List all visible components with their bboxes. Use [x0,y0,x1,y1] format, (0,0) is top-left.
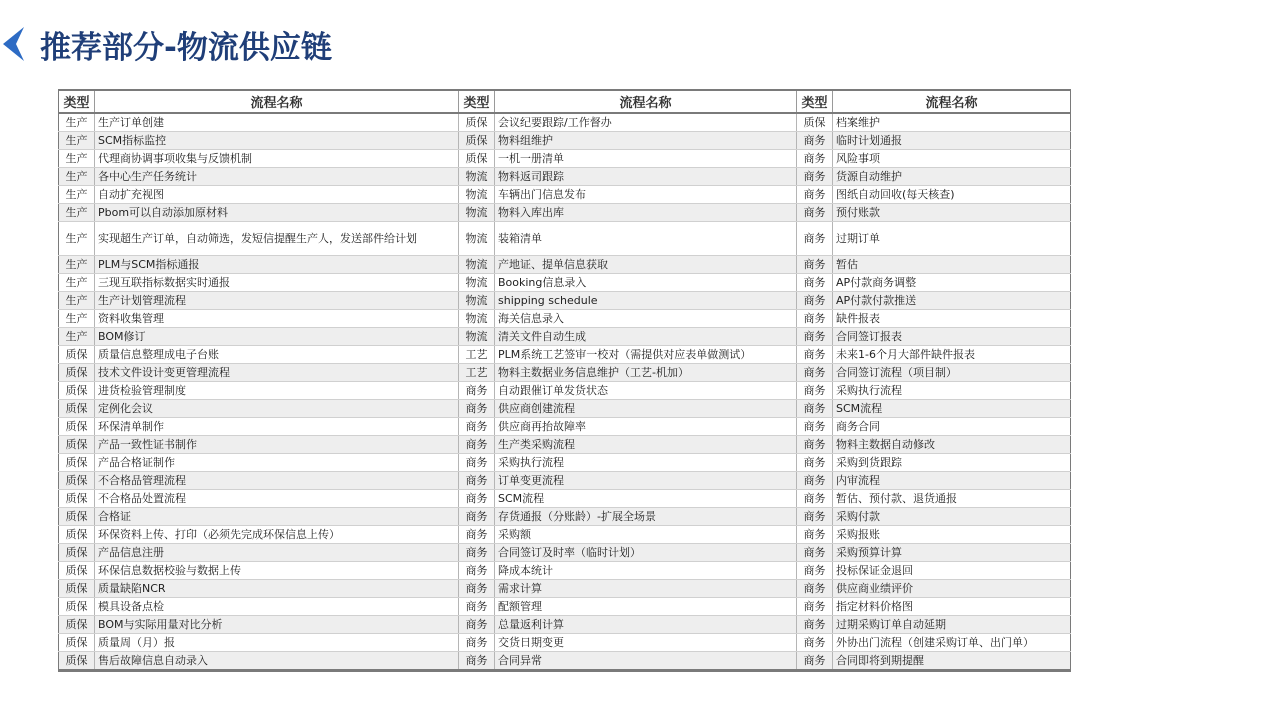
cell-type: 生产 [59,274,95,292]
table-row [59,132,1071,150]
cell-process-name: 售后故障信息自动录入 [95,652,459,671]
cell-process-name: 进货检验管理制度 [95,382,459,400]
cell-process-name: 物料主数据自动修改 [833,436,1071,454]
header-process-name-3: 流程名称 [833,90,1071,113]
cell-type: 商务 [797,310,833,328]
cell-type: 商务 [459,418,495,436]
table-row [59,292,1071,310]
cell-type: 商务 [797,616,833,634]
table-row [59,256,1071,274]
cell-process-name: 自动扩充视图 [95,186,459,204]
cell-type: 商务 [797,544,833,562]
cell-type: 商务 [459,598,495,616]
cell-process-name: 合同即将到期提醒 [833,652,1071,671]
cell-type: 物流 [459,328,495,346]
cell-process-name: Booking信息录入 [495,274,797,292]
cell-process-name: 产品信息注册 [95,544,459,562]
cell-type: 物流 [459,204,495,222]
cell-process-name: 产品一致性证书制作 [95,436,459,454]
cell-process-name: 供应商业绩评价 [833,580,1071,598]
cell-type: 商务 [459,526,495,544]
cell-process-name: 合同签订流程（项目制） [833,364,1071,382]
cell-process-name: 采购执行流程 [833,382,1071,400]
cell-type: 生产 [59,113,95,132]
cell-process-name: 资料收集管理 [95,310,459,328]
cell-type: 商务 [459,544,495,562]
cell-process-name: 生产计划管理流程 [95,292,459,310]
cell-type: 商务 [797,186,833,204]
cell-type: 商务 [459,454,495,472]
cell-process-name: 采购预算计算 [833,544,1071,562]
table-row [59,616,1071,634]
cell-type: 商务 [797,364,833,382]
table-row [59,598,1071,616]
cell-type: 商务 [459,652,495,671]
cell-process-name: AP付款商务调整 [833,274,1071,292]
cell-type: 质保 [59,652,95,671]
cell-process-name: SCM流程 [495,490,797,508]
cell-type: 生产 [59,222,95,256]
cell-type: 质保 [459,132,495,150]
cell-type: 商务 [797,418,833,436]
cell-process-name: 缺件报表 [833,310,1071,328]
cell-type: 质保 [59,382,95,400]
cell-process-name: Pbom可以自动添加原材料 [95,204,459,222]
cell-process-name: 采购额 [495,526,797,544]
cell-process-name: 海关信息录入 [495,310,797,328]
cell-process-name: 质量信息整理成电子台账 [95,346,459,364]
cell-process-name: 环保资料上传、打印（必须先完成环保信息上传） [95,526,459,544]
cell-process-name: 采购执行流程 [495,454,797,472]
cell-process-name: 各中心生产任务统计 [95,168,459,186]
table-header-row [59,90,1071,113]
header-process-name-2: 流程名称 [495,90,797,113]
table-row [59,580,1071,598]
cell-process-name: 订单变更流程 [495,472,797,490]
cell-process-name: 总量返利计算 [495,616,797,634]
cell-type: 质保 [59,490,95,508]
header-process-name-1: 流程名称 [95,90,459,113]
table-row [59,204,1071,222]
cell-type: 质保 [59,436,95,454]
cell-type: 生产 [59,150,95,168]
cell-type: 物流 [459,256,495,274]
table-row [59,310,1071,328]
table-row [59,186,1071,204]
cell-type: 商务 [797,454,833,472]
cell-type: 商务 [459,634,495,652]
cell-type: 商务 [797,256,833,274]
cell-process-name: 环保信息数据校验与数据上传 [95,562,459,580]
cell-process-name: 质量周（月）报 [95,634,459,652]
cell-type: 质保 [59,364,95,382]
table-row [59,346,1071,364]
cell-process-name: 自动跟催订单发货状态 [495,382,797,400]
cell-process-name: 临时计划通报 [833,132,1071,150]
table-row [59,400,1071,418]
header-type-2: 类型 [459,90,495,113]
cell-type: 生产 [59,256,95,274]
cell-type: 质保 [59,508,95,526]
cell-type: 质保 [59,418,95,436]
table-row [59,562,1071,580]
cell-type: 商务 [797,598,833,616]
cell-process-name: 交货日期变更 [495,634,797,652]
cell-process-name: shipping schedule [495,292,797,310]
cell-type: 质保 [59,454,95,472]
cell-process-name: 定例化会议 [95,400,459,418]
cell-process-name: BOM修订 [95,328,459,346]
cell-process-name: BOM与实际用量对比分析 [95,616,459,634]
cell-process-name: 风险事项 [833,150,1071,168]
page-title: 推荐部分-物流供应链 [40,29,332,66]
cell-process-name: SCM指标监控 [95,132,459,150]
cell-type: 质保 [59,598,95,616]
process-table [58,89,1071,672]
cell-type: 商务 [459,562,495,580]
cell-type: 物流 [459,274,495,292]
table-row [59,168,1071,186]
cell-process-name: 降成本统计 [495,562,797,580]
cell-type: 商务 [459,382,495,400]
cell-type: 商务 [797,204,833,222]
cell-type: 商务 [797,490,833,508]
cell-type: 商务 [797,508,833,526]
table-row [59,490,1071,508]
table-row [59,526,1071,544]
cell-type: 商务 [797,562,833,580]
table-row [59,418,1071,436]
table-row [59,364,1071,382]
cell-type: 商务 [797,274,833,292]
cell-type: 商务 [797,222,833,256]
cell-process-name: 代理商协调事项收集与反馈机制 [95,150,459,168]
cell-type: 商务 [459,400,495,418]
cell-type: 商务 [797,328,833,346]
cell-process-name: 产地证、提单信息获取 [495,256,797,274]
cell-process-name: 实现超生产订单，自动筛选，发短信提醒生产人，发送部件给计划 [95,222,459,256]
cell-process-name: 环保清单制作 [95,418,459,436]
cell-type: 物流 [459,222,495,256]
cell-process-name: 货源自动维护 [833,168,1071,186]
cell-type: 生产 [59,328,95,346]
cell-type: 质保 [59,400,95,418]
cell-process-name: 三现互联指标数据实时通报 [95,274,459,292]
cell-type: 商务 [797,580,833,598]
cell-type: 物流 [459,186,495,204]
cell-type: 商务 [459,490,495,508]
cell-type: 商务 [797,168,833,186]
cell-process-name: 物料返司跟踪 [495,168,797,186]
table-row [59,150,1071,168]
cell-process-name: 清关文件自动生成 [495,328,797,346]
cell-type: 质保 [797,113,833,132]
cell-process-name: 暂估、预付款、退货通报 [833,490,1071,508]
cell-type: 商务 [797,436,833,454]
cell-process-name: 合格证 [95,508,459,526]
cell-type: 质保 [459,113,495,132]
cell-process-name: 技术文件设计变更管理流程 [95,364,459,382]
cell-type: 工艺 [459,364,495,382]
cell-process-name: 预付账款 [833,204,1071,222]
cell-type: 生产 [59,204,95,222]
cell-process-name: SCM流程 [833,400,1071,418]
cell-process-name: 暂估 [833,256,1071,274]
table-row [59,472,1071,490]
cell-process-name: 物料组维护 [495,132,797,150]
cell-type: 商务 [459,508,495,526]
cell-type: 商务 [797,472,833,490]
cell-process-name: 存货通报（分账龄）-扩展全场景 [495,508,797,526]
cell-process-name: 采购报账 [833,526,1071,544]
cell-type: 质保 [59,634,95,652]
table-row [59,328,1071,346]
cell-process-name: 配额管理 [495,598,797,616]
cell-type: 商务 [797,634,833,652]
cell-type: 商务 [459,472,495,490]
cell-process-name: 档案维护 [833,113,1071,132]
table-row [59,634,1071,652]
cell-process-name: 物料入库出库 [495,204,797,222]
cell-type: 商务 [459,436,495,454]
table-row [59,652,1071,671]
cell-type: 商务 [797,132,833,150]
cell-process-name: AP付款付款推送 [833,292,1071,310]
cell-process-name: 模具设备点检 [95,598,459,616]
header-type-3: 类型 [797,90,833,113]
cell-type: 商务 [459,616,495,634]
cell-process-name: 供应商创建流程 [495,400,797,418]
cell-type: 商务 [459,580,495,598]
header-type-1: 类型 [59,90,95,113]
cell-type: 生产 [59,132,95,150]
cell-process-name: 车辆出门信息发布 [495,186,797,204]
cell-process-name: 质量缺陷NCR [95,580,459,598]
cell-process-name: 不合格品处置流程 [95,490,459,508]
cell-type: 质保 [59,562,95,580]
cell-type: 商务 [797,346,833,364]
cell-process-name: 投标保证金退回 [833,562,1071,580]
table-row [59,382,1071,400]
cell-process-name: 合同异常 [495,652,797,671]
cell-process-name: 生产类采购流程 [495,436,797,454]
cell-process-name: 采购付款 [833,508,1071,526]
cell-process-name: 过期订单 [833,222,1071,256]
cell-type: 质保 [59,580,95,598]
cell-process-name: 会议纪要跟踪/工作督办 [495,113,797,132]
cell-process-name: 指定材料价格图 [833,598,1071,616]
cell-process-name: PLM系统工艺签审一校对（需提供对应表单做测试） [495,346,797,364]
cell-process-name: 过期采购订单自动延期 [833,616,1071,634]
cell-type: 质保 [459,150,495,168]
cell-type: 生产 [59,310,95,328]
table-row [59,454,1071,472]
table-row [59,436,1071,454]
cell-type: 质保 [59,544,95,562]
cell-type: 商务 [797,652,833,671]
cell-process-name: 一机一册清单 [495,150,797,168]
table-row [59,508,1071,526]
cell-type: 物流 [459,168,495,186]
cell-process-name: 合同签订报表 [833,328,1071,346]
cell-type: 工艺 [459,346,495,364]
cell-type: 生产 [59,186,95,204]
cell-process-name: 供应商再抬故障率 [495,418,797,436]
cell-type: 质保 [59,616,95,634]
table-row [59,544,1071,562]
cell-process-name: 商务合同 [833,418,1071,436]
cell-type: 生产 [59,168,95,186]
title-bar [0,24,332,64]
table-row [59,113,1071,132]
cell-type: 商务 [797,150,833,168]
cell-process-name: 不合格品管理流程 [95,472,459,490]
cell-process-name: 物料主数据业务信息维护（工艺-机加） [495,364,797,382]
cell-process-name: 未来1-6个月大部件缺件报表 [833,346,1071,364]
cell-process-name: 内审流程 [833,472,1071,490]
cell-process-name: 采购到货跟踪 [833,454,1071,472]
cell-process-name: 生产订单创建 [95,113,459,132]
cell-process-name: PLM与SCM指标通报 [95,256,459,274]
cell-type: 商务 [797,526,833,544]
cell-type: 质保 [59,526,95,544]
cell-process-name: 装箱清单 [495,222,797,256]
chevron-left-icon [0,26,30,62]
cell-type: 商务 [797,292,833,310]
cell-process-name: 合同签订及时率（临时计划） [495,544,797,562]
cell-type: 质保 [59,472,95,490]
cell-process-name: 需求计算 [495,580,797,598]
cell-type: 商务 [797,382,833,400]
cell-type: 物流 [459,310,495,328]
cell-type: 生产 [59,292,95,310]
cell-type: 商务 [797,400,833,418]
table-row [59,274,1071,292]
table-row [59,222,1071,256]
cell-process-name: 图纸自动回收(每天核查) [833,186,1071,204]
cell-type: 质保 [59,346,95,364]
cell-type: 物流 [459,292,495,310]
cell-process-name: 外协出门流程（创建采购订单、出门单） [833,634,1071,652]
cell-process-name: 产品合格证制作 [95,454,459,472]
